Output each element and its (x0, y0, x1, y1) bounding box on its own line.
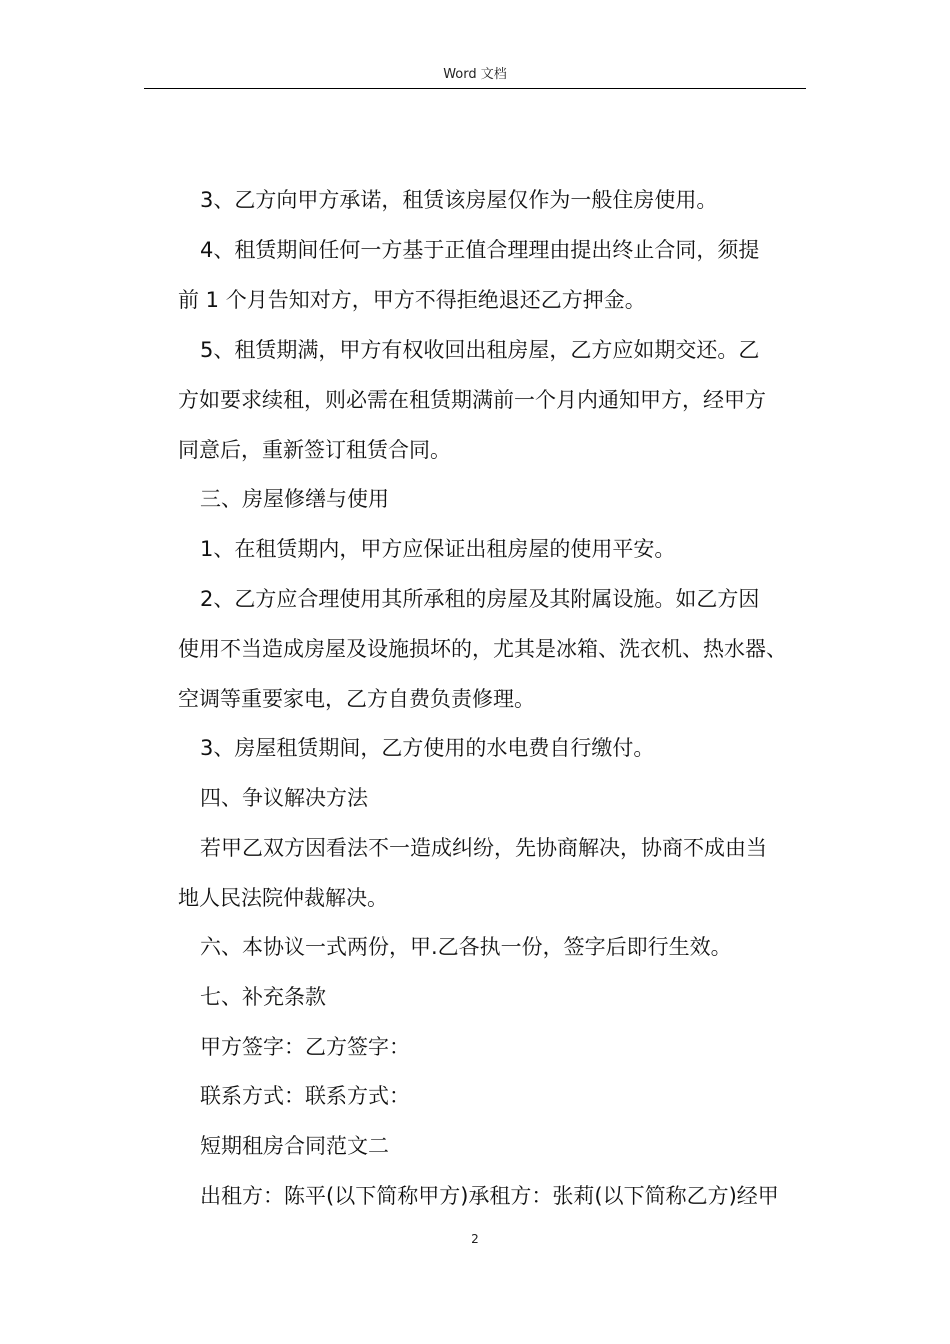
header-divider (144, 88, 806, 89)
paragraph-line: 若甲乙双方因看法不一造成纠纷，先协商解决，协商不成由当 (200, 836, 767, 860)
paragraph-line: 4、租赁期间任何一方基于正值合理理由提出终止合同，须提 (200, 238, 760, 262)
page-number: 2 (471, 1232, 479, 1246)
section-heading: 四、争议解决方法 (200, 786, 368, 810)
contact-line: 联系方式：联系方式： (200, 1084, 410, 1108)
paragraph-line: 使用不当造成房屋及设施损坏的，尤其是冰箱、洗衣机、热水器、 (178, 637, 787, 661)
paragraph-line: 出租方：陈平(以下简称甲方)承租方：张莉(以下简称乙方)经甲 (200, 1184, 779, 1208)
signature-line: 甲方签字：乙方签字： (200, 1035, 410, 1059)
paragraph-line: 3、乙方向甲方承诺，租赁该房屋仅作为一般住房使用。 (200, 188, 718, 212)
paragraph-line: 3、房屋租赁期间，乙方使用的水电费自行缴付。 (200, 736, 655, 760)
document-header-title: Word 文档 (443, 67, 507, 82)
paragraph-line: 5、租赁期满，甲方有权收回出租房屋，乙方应如期交还。乙 (200, 338, 760, 362)
paragraph-line: 六、本协议一式两份，甲.乙各执一份，签字后即行生效。 (200, 935, 732, 959)
paragraph-line: 空调等重要家电，乙方自费负责修理。 (178, 687, 535, 711)
document-subtitle: 短期租房合同范文二 (200, 1134, 389, 1158)
paragraph-line: 地人民法院仲裁解决。 (178, 886, 388, 910)
section-heading: 三、房屋修缮与使用 (200, 487, 389, 511)
paragraph-line: 方如要求续租，则必需在租赁期满前一个月内通知甲方，经甲方 (178, 388, 766, 412)
paragraph-line: 同意后，重新签订租赁合同。 (178, 438, 451, 462)
section-heading: 七、补充条款 (200, 985, 326, 1009)
paragraph-line: 1、在租赁期内，甲方应保证出租房屋的使用平安。 (200, 537, 676, 561)
paragraph-line: 前 1 个月告知对方，甲方不得拒绝退还乙方押金。 (178, 288, 646, 312)
paragraph-line: 2、乙方应合理使用其所承租的房屋及其附属设施。如乙方因 (200, 587, 760, 611)
